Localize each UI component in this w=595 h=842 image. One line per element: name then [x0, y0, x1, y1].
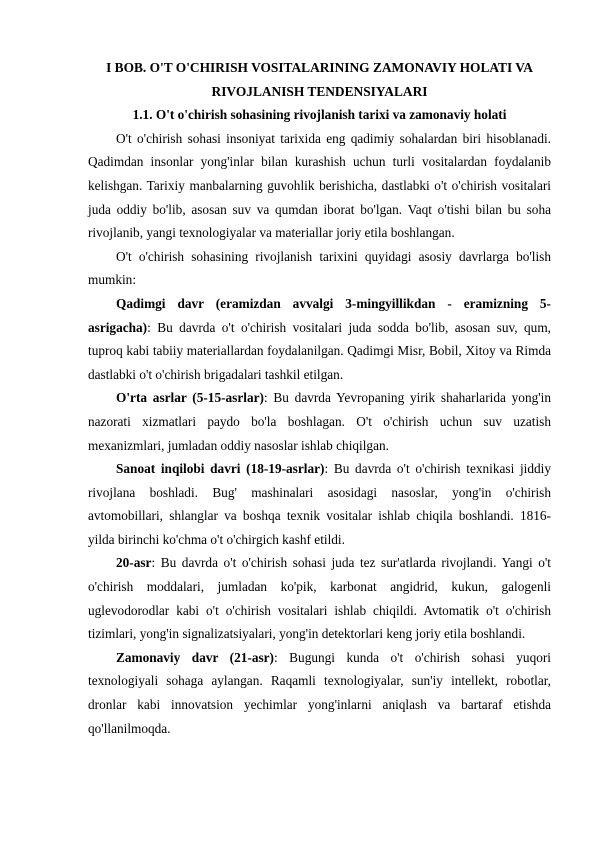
paragraph-middle-ages	[88, 386, 551, 457]
term-middle-ages: O'rta asrlar (5-15-asrlar)	[116, 390, 264, 406]
text-industrial-revolution: : Bu davrda o't o'chirish texnikasi jiddiy rivojlana boshladi. Bug' mashinalari asosidagi nasoslar, yong'in o'chirish avtomobillari, shlanglar va boshqa texnik vositalar ishlab chiqila boshlandi. 1816-yilda birinchi ko'chma o't o'chirgich kashf etildi.	[88, 461, 552, 547]
paragraph-intro: O't o'chirish sohasi insoniyat tarixida eng qadimiy sohalardan biri hisoblanadi. Qadimdan insonlar yong'inlar bilan kurashish uchun turli vositalardan foydalanib kelishgan. Tarixiy manbalarning guvohlik berishicha, dastlabki o't o'chirish vositalari juda oddiy bo'lib, asosan suv va qumdan iborat bo'lgan. Vaqt o'tishi bilan bu soha rivojlanib, yangi texnologiyalar va materiallar joriy etila boshlangan.	[88, 130, 551, 241]
chapter-title: I BOB. O'T O'CHIRISH VOSITALARINING ZAMONAVIY HOLATI VA RIVOJLANISH TENDENSIYALARI	[106, 60, 533, 99]
term-industrial-revolution: Sanoat inqilobi davri (18-19-asrlar)	[116, 461, 325, 477]
paragraph-20th-century	[88, 551, 551, 645]
text-ancient-period: : Bu davrda o't o'chirish vositalari juda sodda bo'lib, asosan suv, qum, tuproq kabi tabiiy materiallardan foydalanilgan. Qadimgi Misr, Bobil, Xitoy va Rimda dastlabki o't o'chirish brigadalari tashkil etilgan.	[88, 319, 551, 382]
term-modern-period: Zamonaviy davr (21-asr)	[116, 649, 274, 665]
text-20th-century: : Bu davrda o't o'chirish sohasi juda tez sur'atlarda rivojlandi. Yangi o't o'chirish moddalari, jumladan ko'pik, karbonat angidrid, kukun, galogenli uglevodorodlar kabi o't o'chirish vositalari ishlab chiqildi. Avtomatik o't o'chirish tizimlari, yong'in signalizatsiyalari, yong'in detektorlari keng joriy etila boshlandi.	[88, 555, 551, 642]
paragraph-periods-intro: O't o'chirish sohasining rivojlanish tarixini quyidagi asosiy davrlarga bo'lish mumkin:	[88, 248, 551, 288]
term-20th-century: 20-asr	[116, 555, 152, 571]
text-modern-period: : Bugungi kunda o't o'chirish sohasi yuqori texnologiyali sohaga aylangan. Raqamli texnologiyalar, sun'iy intellekt, robotlar, dronlar kabi innovatsion yechimlar yong'inlarni aniqlash va bartaraf etishda qo'llanilmoqda.	[88, 649, 551, 736]
term-ancient-period: Qadimgi davr (eramizdan avvalgi 3-mingyillikdan - eramizning 5-asrigacha)	[88, 295, 551, 335]
paragraph-industrial-revolution	[88, 457, 551, 551]
text-middle-ages: : Bu davrda Yevropaning yirik shaharlarida yong'in nazorati xizmatlari paydo bo'la boshlagan. O't o'chirish uchun suv uzatish mexanizmlari, jumladan oddiy nasoslar ishlab chiqilgan.	[88, 390, 551, 453]
section-title: 1.1. O't o'chirish sohasining rivojlanish tarixi va zamonaviy holati	[132, 107, 507, 123]
paragraph-ancient-period	[88, 292, 551, 386]
document-page	[88, 56, 551, 740]
paragraph-modern-period	[88, 646, 551, 740]
